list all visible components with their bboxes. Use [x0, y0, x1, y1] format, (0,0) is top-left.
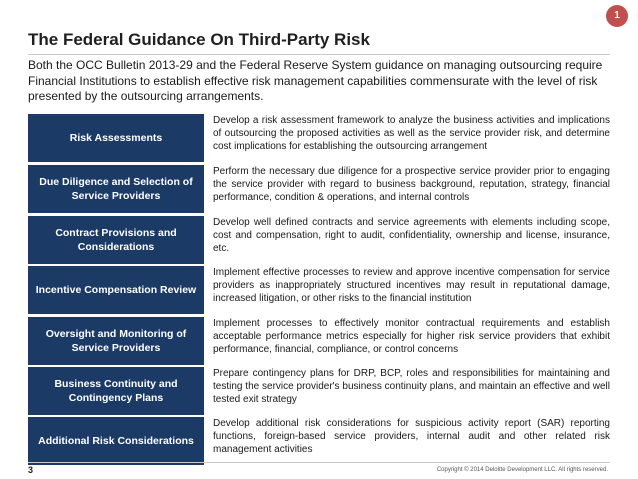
row-description: Develop well defined contracts and service agreements with elements including scope, cost and compensation, right to audit, confidentiality, ownership and license, insurance, etc. [213, 217, 610, 254]
row-oversight-monitoring [28, 317, 610, 365]
row-description: Develop a risk assessment framework to analyze the business activities and implications of outsourcing the proposed activities as well as the service provider risk, and determine cost implications for establishing the outsourcing arrangement [213, 115, 610, 152]
slide-title: The Federal Guidance On Third-Party Risk [28, 30, 370, 49]
title-divider [28, 54, 610, 55]
copyright-notice: Copyright © 2014 Deloitte Development LLC. All rights reserved. [436, 467, 608, 473]
row-additional-risk [28, 417, 610, 465]
footer-divider [28, 462, 610, 463]
row-label: Incentive Compensation Review [28, 266, 204, 314]
intro-paragraph: Both the OCC Bulletin 2013-29 and the Federal Reserve System guidance on managing outsourcing require Financial Institutions to establish effective risk management capabilities commensurate with the level of risk presented by the outsourcing arrangements. [28, 58, 603, 103]
row-description: Prepare contingency plans for DRP, BCP, roles and responsibilities for maintaining and testing the service provider's business continuity plans, and maintain an effective and well tested exit strategy [213, 368, 610, 405]
row-due-diligence [28, 165, 610, 213]
row-description: Implement processes to effectively monitor contractual requirements and establish acceptable performance metrics especially for higher risk service providers that exhibit performance, financial, compliance, or control concerns [213, 318, 610, 355]
row-risk-assessments [28, 114, 610, 162]
row-label: Additional Risk Considerations [28, 417, 204, 465]
row-contract-provisions [28, 216, 610, 264]
page-number: 3 [28, 465, 34, 475]
row-label: Due Diligence and Selection of Service Providers [28, 165, 204, 213]
row-label: Oversight and Monitoring of Service Providers [28, 317, 204, 365]
row-label: Business Continuity and Contingency Plans [28, 367, 204, 415]
row-description: Develop additional risk considerations for suspicious activity report (SAR) reporting functions, foreign-based service providers, internal audit and other related risk management activities [213, 418, 610, 455]
row-incentive-compensation [28, 266, 610, 314]
row-description: Implement effective processes to review and approve incentive compensation for service providers as inappropriately structured incentives may result in reputational damage, increased litigation, or other risks to the financial institution [213, 267, 610, 304]
page-badge: 1 [606, 5, 628, 27]
row-label: Contract Provisions and Considerations [28, 216, 204, 264]
row-business-continuity [28, 367, 610, 415]
row-description: Perform the necessary due diligence for a prospective service provider prior to engaging the service provider with regard to business background, reputation, strategy, financial performance, condition & operations, and internal controls [213, 166, 610, 203]
row-label: Risk Assessments [28, 114, 204, 162]
